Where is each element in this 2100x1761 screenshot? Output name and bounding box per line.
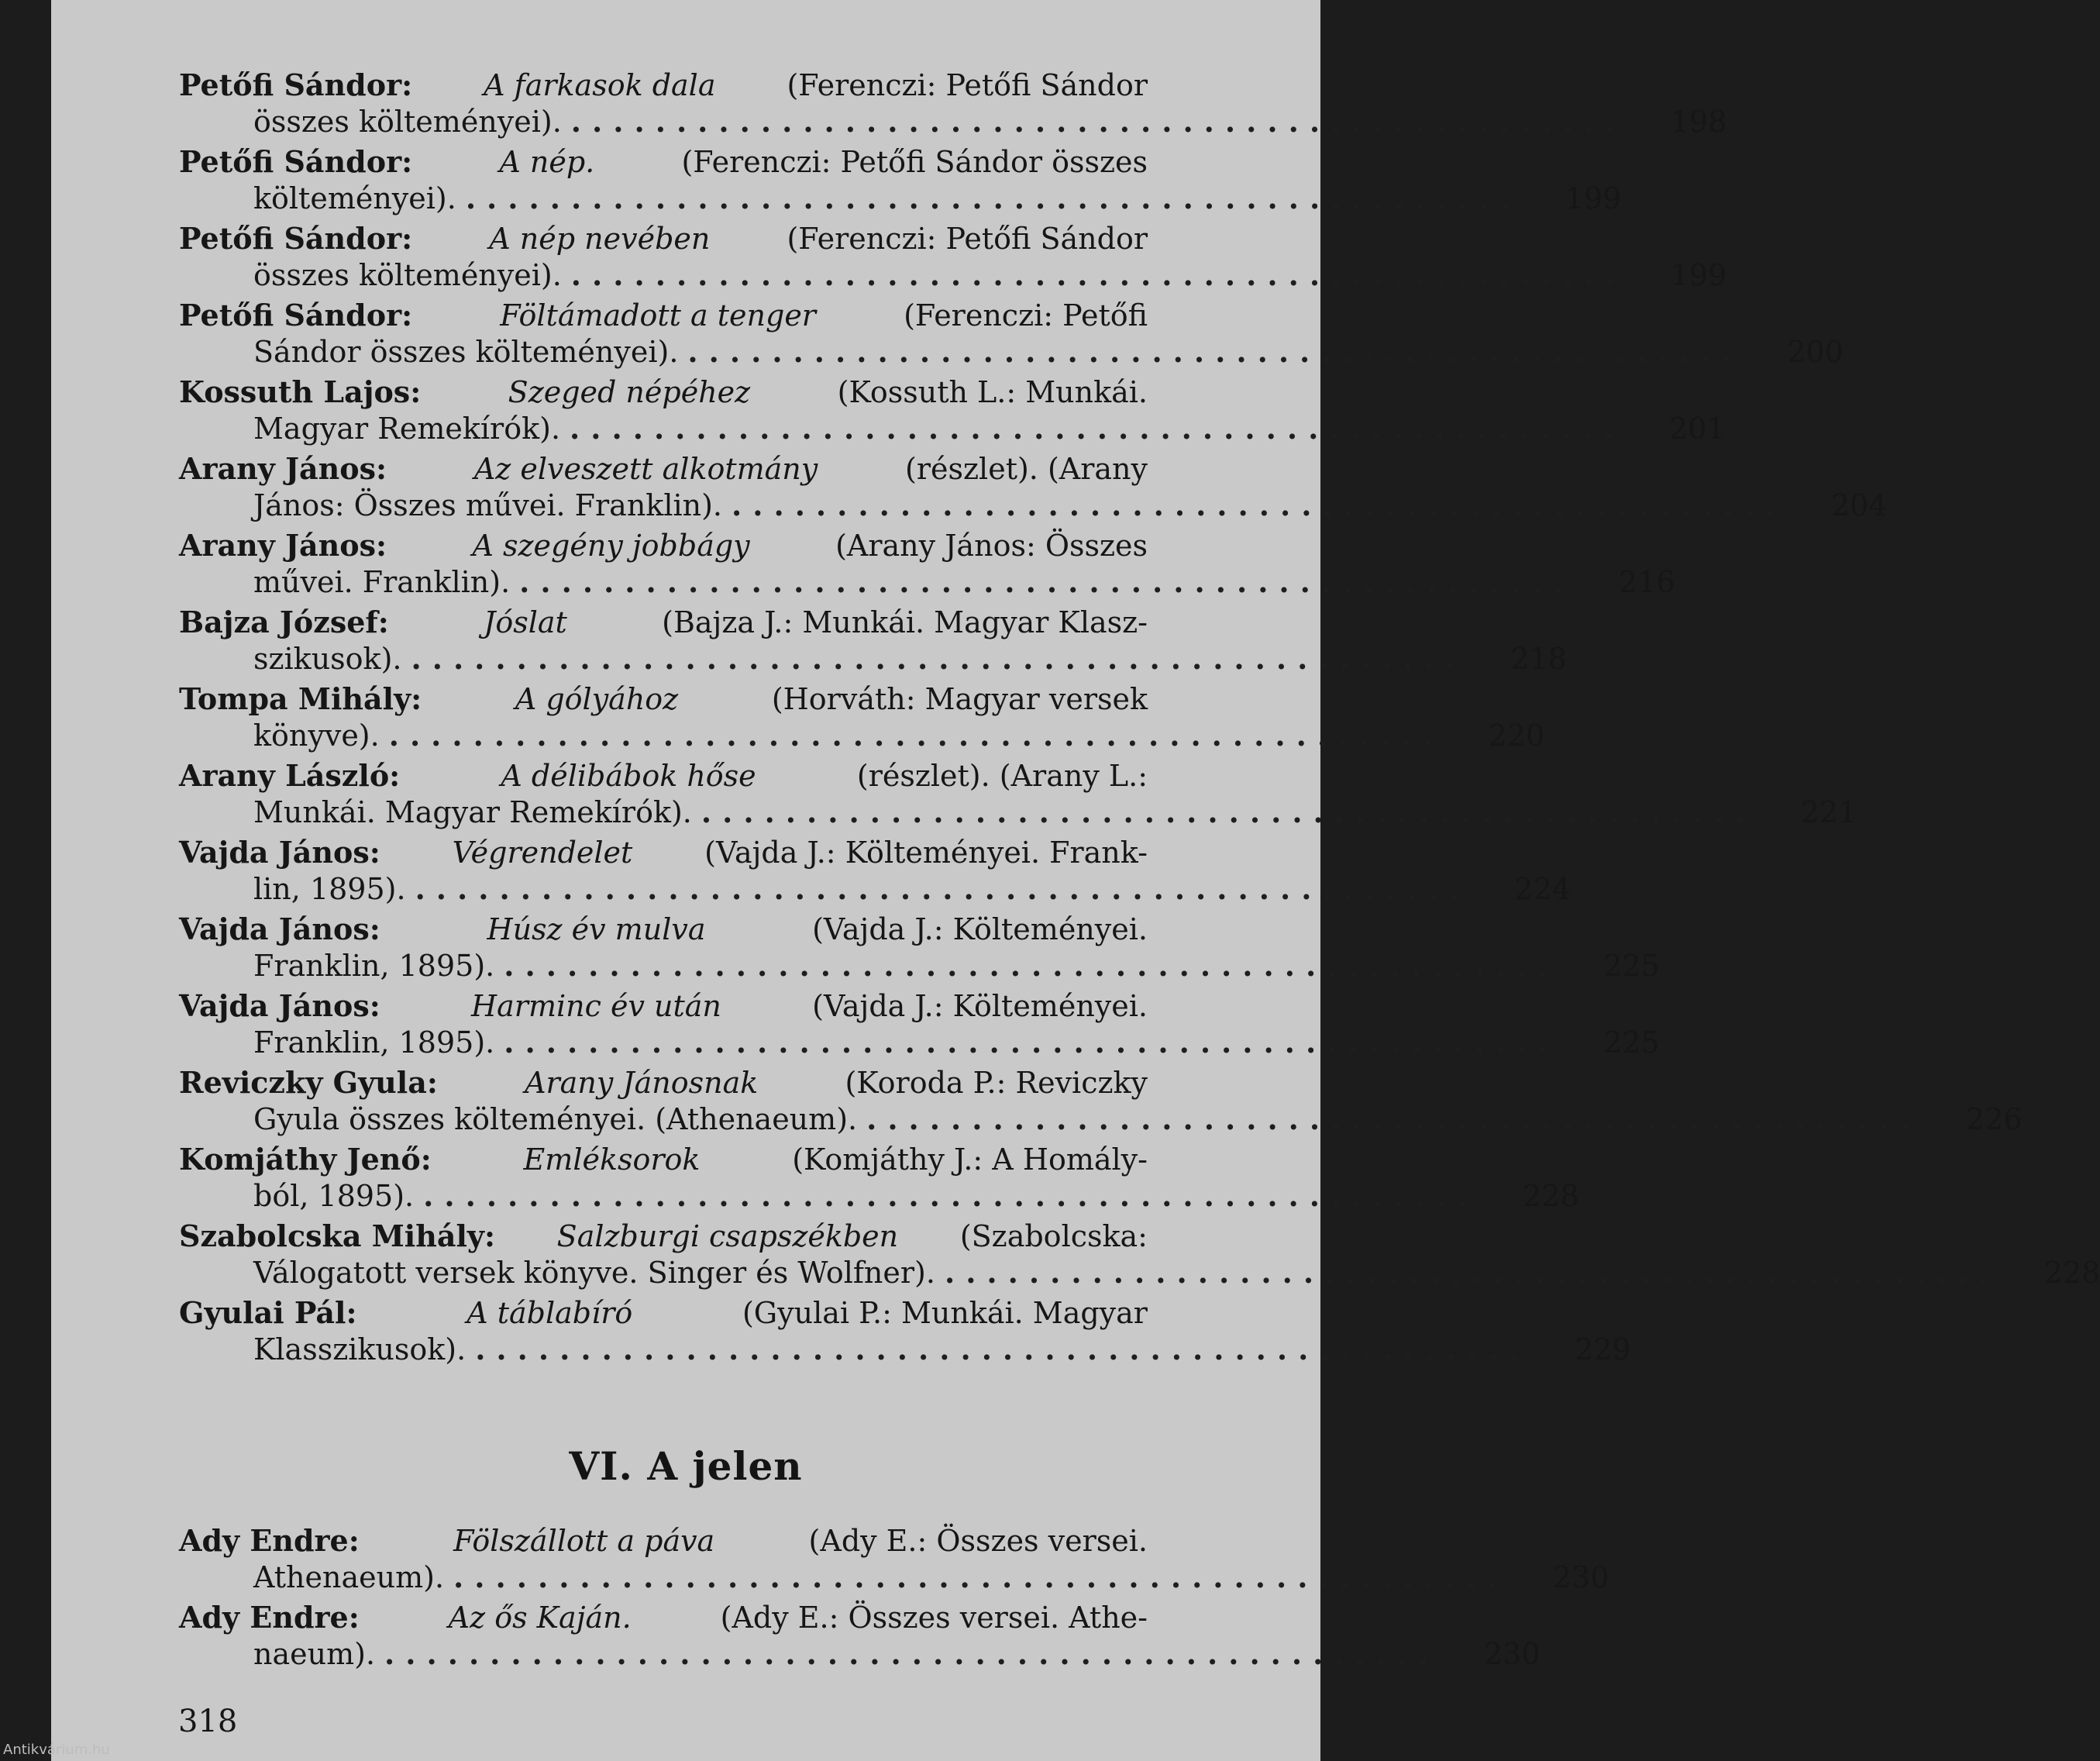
entry-source: (Gyulai P.: Munkái. Magyar — [742, 1296, 1148, 1330]
entry-author: Petőfi Sándor: — [179, 67, 413, 102]
entry-source: (részlet). (Arany — [905, 452, 1148, 486]
entry-source: (részlet). (Arany L.: — [856, 759, 1148, 793]
entry-author: Kossuth Lajos: — [179, 374, 422, 409]
entry-author: Arany János: — [179, 451, 387, 486]
toc-list-section-vi — [179, 1522, 1609, 1676]
entry-first-line — [179, 987, 1256, 1025]
entry-author: Ady Endre: — [179, 1523, 360, 1558]
entry-source: (Ady E.: Összes versei. — [808, 1524, 1148, 1558]
entry-title: Az elveszett alkotmány — [473, 452, 818, 486]
entry-title: Végrendelet — [452, 836, 633, 870]
entry-title: Jóslat — [484, 605, 567, 639]
entry-page-number: 216 — [1619, 565, 1675, 599]
entry-source-cont: költeményei). — [253, 181, 456, 215]
entry-author: Petőfi Sándor: — [179, 298, 413, 333]
entry-source-cont: Sándor összes költeményei). — [253, 335, 679, 369]
entry-title: Salzburgi csapszékben — [556, 1219, 899, 1253]
entry-second-line — [179, 1025, 1660, 1060]
entry-first-line — [179, 1599, 1256, 1636]
entry-author: Ady Endre: — [179, 1600, 360, 1635]
toc-entry — [179, 1294, 1631, 1371]
dot-leader: .................................................. — [570, 104, 1627, 139]
entry-source: (Vajda J.: Költeményei. — [812, 912, 1148, 946]
dot-leader: .................................................. — [732, 488, 1787, 522]
entry-source-cont: Magyar Remekírók). — [253, 412, 561, 446]
entry-second-line — [179, 1332, 1631, 1367]
entry-source-cont: összes költeményei). — [253, 105, 562, 139]
dot-leader: .................................................. — [465, 181, 1521, 215]
toc-entry — [179, 67, 1727, 143]
dot-leader: .................................................. — [570, 257, 1627, 292]
entry-second-line — [179, 1636, 1541, 1672]
entry-page-number: 225 — [1603, 949, 1660, 983]
entry-second-line — [179, 334, 1844, 370]
entry-page-number: 218 — [1510, 642, 1567, 676]
entry-page-number: 228 — [1523, 1179, 1579, 1213]
entry-first-line — [179, 1522, 1256, 1559]
entry-author: Vajda János: — [179, 912, 380, 946]
entry-second-line — [179, 104, 1727, 140]
entry-source-cont: ból, 1895). — [253, 1179, 415, 1213]
dot-leader: .................................................. — [384, 1636, 1440, 1671]
entry-title: Fölszállott a páva — [453, 1524, 715, 1558]
entry-page-number: 221 — [1800, 795, 1857, 829]
entry-source-cont: könyve). — [253, 719, 380, 753]
entry-second-line — [179, 257, 1727, 293]
dot-leader: .................................................. — [519, 564, 1575, 599]
entry-page-number: 225 — [1603, 1025, 1660, 1060]
entry-second-line — [179, 641, 1567, 677]
toc-entry — [179, 681, 1545, 757]
toc-entry — [179, 987, 1660, 1064]
entry-second-line — [179, 564, 1675, 600]
entry-page-number: 198 — [1670, 105, 1727, 139]
entry-author: Gyulai Pál: — [179, 1295, 357, 1330]
dot-leader: .................................................. — [701, 794, 1757, 829]
entry-author: Tompa Mihály: — [179, 681, 422, 716]
dot-leader: .................................................. — [570, 411, 1625, 446]
entry-source-cont: Athenaeum). — [253, 1560, 445, 1594]
dot-leader: .................................................. — [475, 1332, 1530, 1366]
entry-first-line — [179, 1294, 1256, 1332]
entry-source-cont: Klasszikusok). — [253, 1332, 466, 1366]
entry-author: Arany László: — [179, 758, 401, 793]
entry-title: A nép nevében — [489, 222, 711, 256]
entry-author: Vajda János: — [179, 988, 380, 1023]
entry-page-number: 201 — [1668, 412, 1726, 446]
entry-second-line — [179, 794, 1857, 830]
toc-entry — [179, 1218, 2100, 1294]
entry-page-number: 228 — [2043, 1256, 2100, 1290]
entry-source: (Bajza J.: Munkái. Magyar Klasz- — [662, 605, 1148, 639]
entry-page-number: 229 — [1575, 1332, 1631, 1366]
entry-first-line — [179, 450, 1256, 488]
dot-leader: .................................................. — [504, 1025, 1559, 1060]
dot-leader: .................................................. — [423, 1178, 1479, 1213]
entry-author: Petőfi Sándor: — [179, 144, 413, 179]
entry-title: Föltámadott a tenger — [500, 298, 816, 333]
entry-first-line — [179, 1218, 1256, 1255]
entry-second-line — [179, 488, 1888, 523]
entry-author: Komjáthy Jenő: — [179, 1142, 432, 1177]
toc-entry — [179, 1141, 1579, 1218]
entry-source: (Ferenczi: Petőfi Sándor — [787, 222, 1148, 256]
toc-entry — [179, 911, 1660, 987]
entry-source-cont: János: Összes művei. Franklin). — [253, 488, 723, 522]
entry-first-line — [179, 527, 1256, 564]
section-heading: VI. A jelen — [569, 1443, 803, 1489]
entry-source-cont: Franklin, 1895). — [253, 1025, 495, 1060]
entry-second-line — [179, 871, 1572, 907]
toc-entry — [179, 604, 1567, 681]
toc-entry — [179, 757, 1857, 834]
entry-source: (Ady E.: Összes versei. Athe- — [720, 1601, 1148, 1635]
entry-source: (Kossuth L.: Munkái. — [837, 375, 1148, 409]
toc-entry — [179, 374, 1726, 450]
entry-source: (Vajda J.: Költeményei. Frank- — [704, 836, 1148, 870]
entry-page-number: 204 — [1830, 488, 1888, 522]
entry-source-cont: Munkái. Magyar Remekírók). — [253, 795, 692, 829]
entry-second-line — [179, 1178, 1579, 1214]
entry-title: Húsz év mulva — [487, 912, 706, 946]
entry-first-line — [179, 834, 1256, 871]
dot-leader: .................................................. — [866, 1101, 1922, 1136]
entry-first-line — [179, 681, 1256, 718]
entry-title: A nép. — [499, 145, 595, 179]
entry-title: Az ős Kaján. — [448, 1601, 632, 1635]
entry-author: Szabolcska Mihály: — [179, 1218, 495, 1253]
entry-second-line — [179, 718, 1545, 753]
entry-author: Reviczky Gyula: — [179, 1065, 438, 1100]
entry-source: (Szabolcska: — [959, 1219, 1148, 1253]
entry-first-line — [179, 911, 1256, 948]
entry-source: (Ferenczi: Petőfi — [904, 298, 1148, 333]
entry-author: Petőfi Sándor: — [179, 221, 413, 256]
entry-first-line — [179, 220, 1256, 257]
entry-first-line — [179, 297, 1256, 334]
toc-entry — [179, 1522, 1609, 1599]
dot-leader: .................................................. — [388, 718, 1444, 753]
entry-second-line — [179, 1101, 2023, 1137]
watermark: Antikvárium.hu — [3, 1742, 110, 1758]
entry-source: (Vajda J.: Költeményei. — [812, 989, 1148, 1023]
entry-page-number: 199 — [1565, 181, 1622, 215]
entry-source-cont: művei. Franklin). — [253, 565, 511, 599]
toc-entry — [179, 450, 1888, 527]
entry-page-number: 230 — [1553, 1560, 1609, 1594]
entry-author: Bajza József: — [179, 605, 389, 639]
entry-first-line — [179, 143, 1256, 181]
entry-source: (Komjáthy J.: A Homály- — [792, 1142, 1148, 1177]
toc-entry — [179, 297, 1844, 374]
entry-title: A szegény jobbágy — [472, 529, 750, 563]
entry-title: Arany Jánosnak — [525, 1066, 759, 1100]
entry-first-line — [179, 757, 1256, 794]
page-number: 318 — [178, 1704, 238, 1739]
entry-source-cont: Gyula összes költeményei. (Athenaeum). — [253, 1102, 858, 1136]
entry-author: Arany János: — [179, 528, 387, 563]
entry-first-line — [179, 1141, 1256, 1178]
entry-title: Szeged népéhez — [508, 375, 751, 409]
entry-page-number: 220 — [1488, 719, 1545, 753]
toc-entry — [179, 1599, 1541, 1676]
entry-first-line — [179, 604, 1256, 641]
entry-title: A farkasok dala — [484, 68, 716, 102]
entry-title: A táblabíró — [466, 1296, 633, 1330]
dot-leader: .................................................. — [944, 1255, 2000, 1290]
entry-author: Vajda János: — [179, 835, 380, 870]
entry-first-line — [179, 374, 1256, 411]
entry-second-line — [179, 1559, 1609, 1595]
toc-entry — [179, 143, 1622, 220]
entry-first-line — [179, 1064, 1256, 1101]
entry-second-line — [179, 181, 1622, 216]
entry-source-cont: összes költeményei). — [253, 258, 562, 292]
entry-page-number: 230 — [1483, 1637, 1541, 1671]
toc-entry — [179, 834, 1572, 911]
dot-leader: .................................................. — [415, 871, 1471, 906]
toc-entry — [179, 220, 1727, 297]
entry-source-cont: szikusok). — [253, 642, 402, 676]
entry-source: (Ferenczi: Petőfi Sándor összes — [681, 145, 1148, 179]
entry-second-line — [179, 411, 1726, 446]
book-page — [51, 0, 2100, 1761]
entry-page-number: 226 — [1966, 1102, 2023, 1136]
entry-title: A gólyához — [515, 682, 679, 716]
toc-list — [179, 67, 2100, 1371]
entry-title: Harminc év után — [471, 989, 721, 1023]
toc-entry — [179, 1064, 2023, 1141]
entry-title: Emléksorok — [523, 1142, 701, 1177]
entry-page-number: 224 — [1514, 872, 1572, 906]
toc-entry — [179, 527, 1675, 604]
entry-title: A délibábok hőse — [501, 759, 756, 793]
entry-first-line — [179, 67, 1256, 104]
entry-page-number: 199 — [1670, 258, 1727, 292]
dot-leader: .................................................. — [411, 641, 1466, 676]
entry-source-cont: Franklin, 1895). — [253, 949, 495, 983]
entry-source: (Arany János: Összes — [835, 529, 1148, 563]
dot-leader: .................................................. — [453, 1559, 1509, 1594]
entry-source-cont: naeum). — [253, 1637, 376, 1671]
entry-second-line — [179, 948, 1660, 984]
entry-source: (Ferenczi: Petőfi Sándor — [787, 68, 1148, 102]
entry-source: (Koroda P.: Reviczky — [845, 1066, 1148, 1100]
entry-second-line — [179, 1255, 2100, 1291]
dot-leader: .................................................. — [687, 334, 1743, 369]
entry-source-cont: Válogatott versek könyve. Singer és Wolfner). — [253, 1256, 935, 1290]
entry-source-cont: lin, 1895). — [253, 872, 406, 906]
entry-page-number: 200 — [1787, 335, 1844, 369]
entry-source: (Horváth: Magyar versek — [771, 682, 1148, 716]
dot-leader: .................................................. — [504, 948, 1559, 983]
